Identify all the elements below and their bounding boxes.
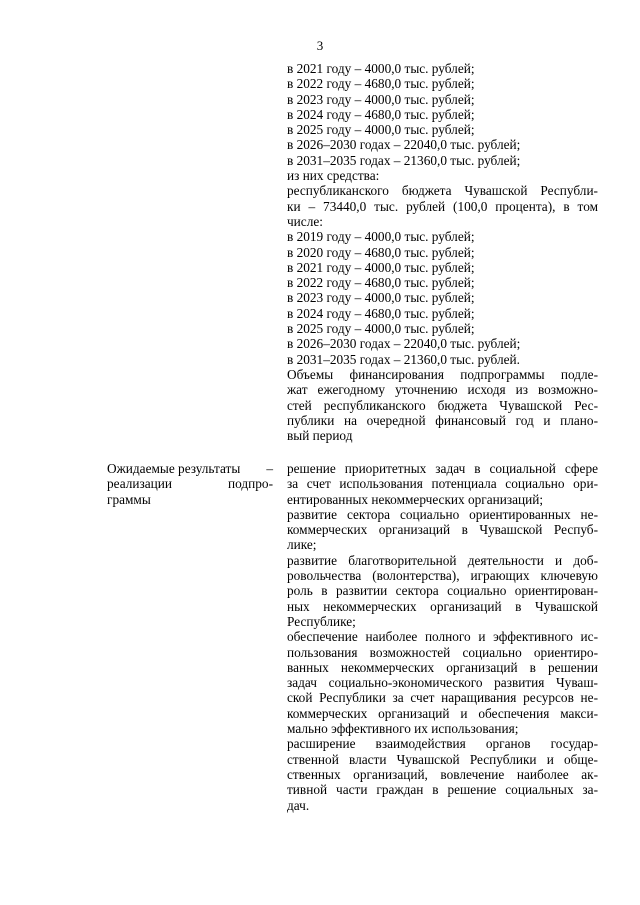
result-line: мально эффективного их использования;: [287, 721, 519, 737]
label-line: граммы: [107, 491, 151, 507]
result-line: ентированных некоммерческих организаций;: [287, 491, 544, 507]
financing-line: в 2022 году – 4680,0 тыс. рублей;: [287, 76, 475, 92]
result-line: тивной части граждан в решение социальных за-: [287, 782, 598, 798]
note-line: Объемы финансирования подпрограммы подле-: [287, 366, 598, 382]
result-line: коммерческих организаций и обеспечения макси-: [287, 705, 598, 721]
note-line: жат ежегодному уточнению исходя из возможно-: [287, 382, 598, 398]
financing-line: в 2024 году – 4680,0 тыс. рублей;: [287, 106, 475, 122]
republic-line: в 2031–2035 годах – 21360,0 тыс. рублей.: [287, 351, 520, 367]
page-number: 3: [316, 38, 324, 53]
result-line: дач.: [287, 797, 310, 813]
result-line: развитие сектора социально ориентированных не-: [287, 506, 598, 522]
financing-line: в 2025 году – 4000,0 тыс. рублей;: [287, 122, 475, 138]
republic-line: в 2024 году – 4680,0 тыс. рублей;: [287, 305, 475, 321]
republic-budget-line: числе:: [287, 213, 323, 229]
label-line: Ожидаемые результаты: [107, 461, 241, 476]
result-line: задач социально-экономического развития Чуваш-: [287, 675, 598, 691]
expected-results-text: [287, 461, 598, 813]
result-line: решение приоритетных задач в социальной сфере: [287, 461, 598, 476]
republic-line: в 2023 году – 4000,0 тыс. рублей;: [287, 290, 475, 306]
financing-line: в 2021 году – 4000,0 тыс. рублей;: [287, 61, 475, 76]
note-line: стей республиканского бюджета Чувашской Рес-: [287, 397, 598, 413]
result-line: Республике;: [287, 613, 356, 629]
republic-line: в 2022 году – 4680,0 тыс. рублей;: [287, 275, 475, 291]
republic-line: в 2025 году – 4000,0 тыс. рублей;: [287, 321, 475, 337]
result-line: коммерческих организаций в Чувашской Респуб-: [287, 522, 598, 538]
financing-line: в 2031–2035 годах – 21360,0 тыс. рублей;: [287, 152, 521, 168]
financing-line: в 2026–2030 годах – 22040,0 тыс. рублей;: [287, 137, 521, 153]
result-line: ровольчества (волонтерства), играющих ключевую: [287, 568, 598, 584]
republic-budget-line: ки – 73440,0 тыс. рублей (100,0 процента), в том: [287, 198, 598, 214]
result-line: за счет использования потенциала социально ори-: [287, 476, 598, 492]
result-line: ванных некоммерческих организаций в решении: [287, 659, 598, 675]
label-dash: –: [266, 461, 273, 476]
republic-budget-line: республиканского бюджета Чувашской Республи-: [287, 183, 598, 199]
result-line: лике;: [287, 537, 317, 553]
result-line: ственной власти Чувашской Республики и обще-: [287, 751, 598, 767]
result-line: ных некоммерческих организаций в Чувашской: [287, 598, 598, 614]
republic-line: в 2021 году – 4000,0 тыс. рублей;: [287, 259, 475, 275]
label-row: [107, 461, 273, 476]
sources-heading: из них средства:: [287, 168, 380, 184]
note-line: вый период: [287, 428, 353, 444]
result-line: развитие благотворительной деятельности и доб-: [287, 552, 598, 568]
result-line: ской Республики за счет наращивания ресурсов не-: [287, 690, 598, 706]
result-line: роль в развитии сектора социально ориентирован-: [287, 583, 598, 599]
label-line: реализации подпро-: [107, 476, 273, 492]
financing-block: [287, 61, 598, 443]
republic-line: в 2019 году – 4000,0 тыс. рублей;: [287, 229, 475, 245]
expected-results-label: [107, 461, 273, 507]
republic-line: в 2026–2030 годах – 22040,0 тыс. рублей;: [287, 336, 521, 352]
note-line: публики на очередной финансовый год и плано-: [287, 412, 598, 428]
result-line: расширение взаимодействия органов государ-: [287, 736, 598, 752]
result-line: обеспечение наиболее полного и эффективного ис-: [287, 629, 598, 645]
republic-line: в 2020 году – 4680,0 тыс. рублей;: [287, 244, 475, 260]
result-line: пользования возможностей социально ориентиро-: [287, 644, 598, 660]
financing-line: в 2023 году – 4000,0 тыс. рублей;: [287, 91, 475, 107]
result-line: ственных организаций, вовлечение наиболее ак-: [287, 766, 598, 782]
